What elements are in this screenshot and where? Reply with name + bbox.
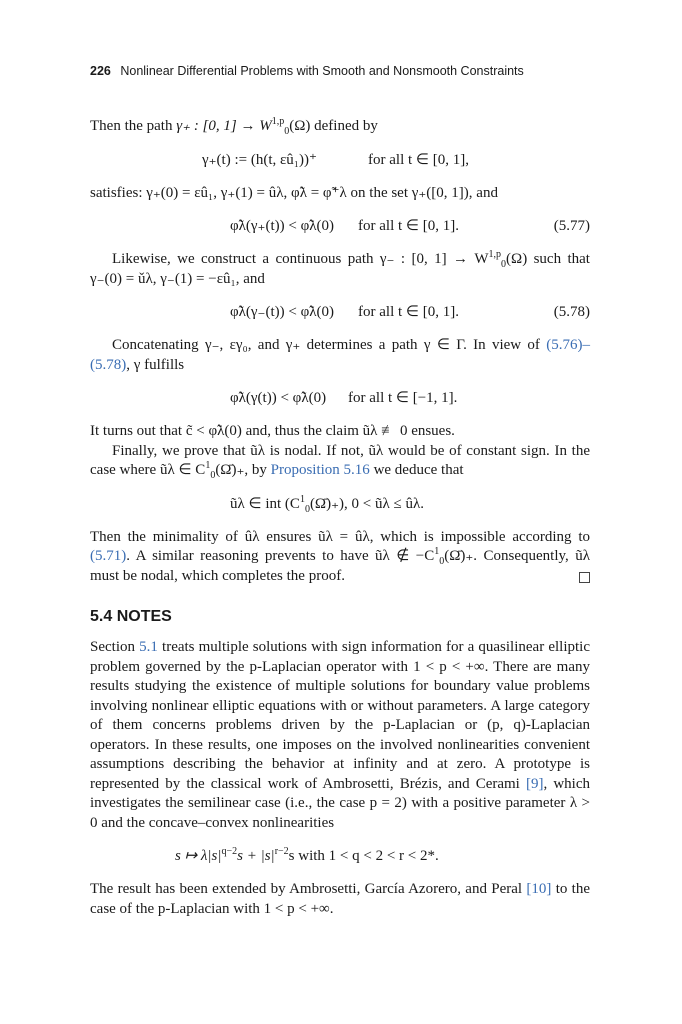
paragraph-path-definition: Then the path γ₊ : [0, 1] → W$^{1,p}_0$(Ω) defined by (90, 116, 378, 137)
equation-concave-convex: s ↦ $\lambda|s|^{q-2}s + |s|^{r-2}s$ with 1 < q < 2 < r < 2*. (175, 846, 439, 864)
equation-gamma-path: φ̃λ(γ(t)) < φ̃λ(0) for all t ∈ [−1, 1]. (230, 390, 458, 406)
paragraph-notes: Section 5.1 treats multiple solutions with sign information for a quasilinear elliptic problem governed by the p-Laplacian operator with 1 < p < +∞. There are many results studying the existence of multiple solutions for boundary value problems involving nonlinear elliptic equations with or without parameters. A large category of them concerns problems driven by the p-Laplacian or (p, q)-Laplacian operators. In these results, one imposes on the involved nonlinearities convenient assumptions describing the behavior at infinity and at zero. A prototype is represented by the classical work of Ambrosetti, Brézis, and Cerami [9], which investigates the semilinear case (i.e., the case p = 2) with a positive parameter λ > 0 and the concave–convex nonlinearities (90, 639, 590, 831)
ref-eq-5-76-5-78[interactable]: (5.76)–(5.78) (90, 337, 590, 373)
running-title: Nonlinear Differential Problems with Smooth and Nonsmooth Constraints (120, 64, 524, 78)
equation-5-77: φ̃λ(γ₊(t)) < φ̃λ(0) for all t ∈ [0, 1]. (5.77) (230, 218, 590, 234)
ref-section-5-1[interactable]: 5.1 (139, 639, 158, 655)
section-title: 5.4 NOTES (90, 608, 172, 625)
paragraph-claim: It turns out that c̃ < φ̃λ(0) and, thus the claim ũλ ≢ 0 ensues. (90, 423, 455, 439)
paragraph-satisfies: satisfies: γ₊(0) = εû₁, γ₊(1) = ûλ, φ̃λ = φ̃⁺λ on the set γ₊([0, 1]), and (90, 184, 498, 201)
page-body (90, 64, 590, 919)
ref-citation-10[interactable]: [10] (526, 881, 552, 897)
equation-number-5-78: (5.78) (553, 304, 590, 320)
qed-square-icon (579, 572, 590, 583)
equation-gamma-plus: γ₊(t) := (h(t, εû₁))⁺ for all t ∈ [0, 1], (202, 151, 469, 168)
running-header (90, 64, 590, 84)
page-number: 226 (90, 64, 111, 78)
paragraph-concatenating: Concatenating γ₋, εγ₀, and γ₊ determines a path γ ∈ Γ. In view of (5.76)–(5.78), γ fulfills (90, 337, 590, 373)
paragraph-likewise: Likewise, we construct a continuous path γ₋ : [0, 1] → W$^{1,p}_0$(Ω) such that γ₋(0) = ǔλ, γ₋(1) = −εû₁, and (90, 249, 590, 287)
equation-5-78: φ̃λ(γ₋(t)) < φ̃λ(0) for all t ∈ [0, 1]. (5.78) (230, 304, 590, 320)
ref-proposition-5-16[interactable]: Proposition 5.16 (270, 462, 370, 478)
ref-eq-5-71[interactable]: (5.71) (90, 548, 127, 564)
paragraph-extension: The result has been extended by Ambrosetti, García Azorero, and Peral [10] to the case of the p-Laplacian with 1 < p < +∞. (90, 881, 590, 917)
ref-citation-9[interactable]: [9] (525, 775, 544, 792)
equation-number-5-77: (5.77) (553, 218, 590, 234)
paragraph-minimality: Then the minimality of ûλ ensures ũλ = ûλ, which is impossible according to (5.71). A similar reasoning prevents to have ũλ ∉ $-C^1_0(\Omegā)_+$. Consequently, ũλ must be nodal, which completes the proof. (90, 528, 590, 584)
equation-interior: ũλ ∈ int $(C^1_0(\Omegā)_+)$, 0 < ũλ ≤ ûλ. (230, 493, 424, 515)
paragraph-finally: Finally, we prove that ũλ is nodal. If not, ũλ would be of constant sign. In the case where ũλ ∈ $C^1_0(\Omegā)_+$, by Proposition 5.16 we deduce that (90, 442, 590, 481)
